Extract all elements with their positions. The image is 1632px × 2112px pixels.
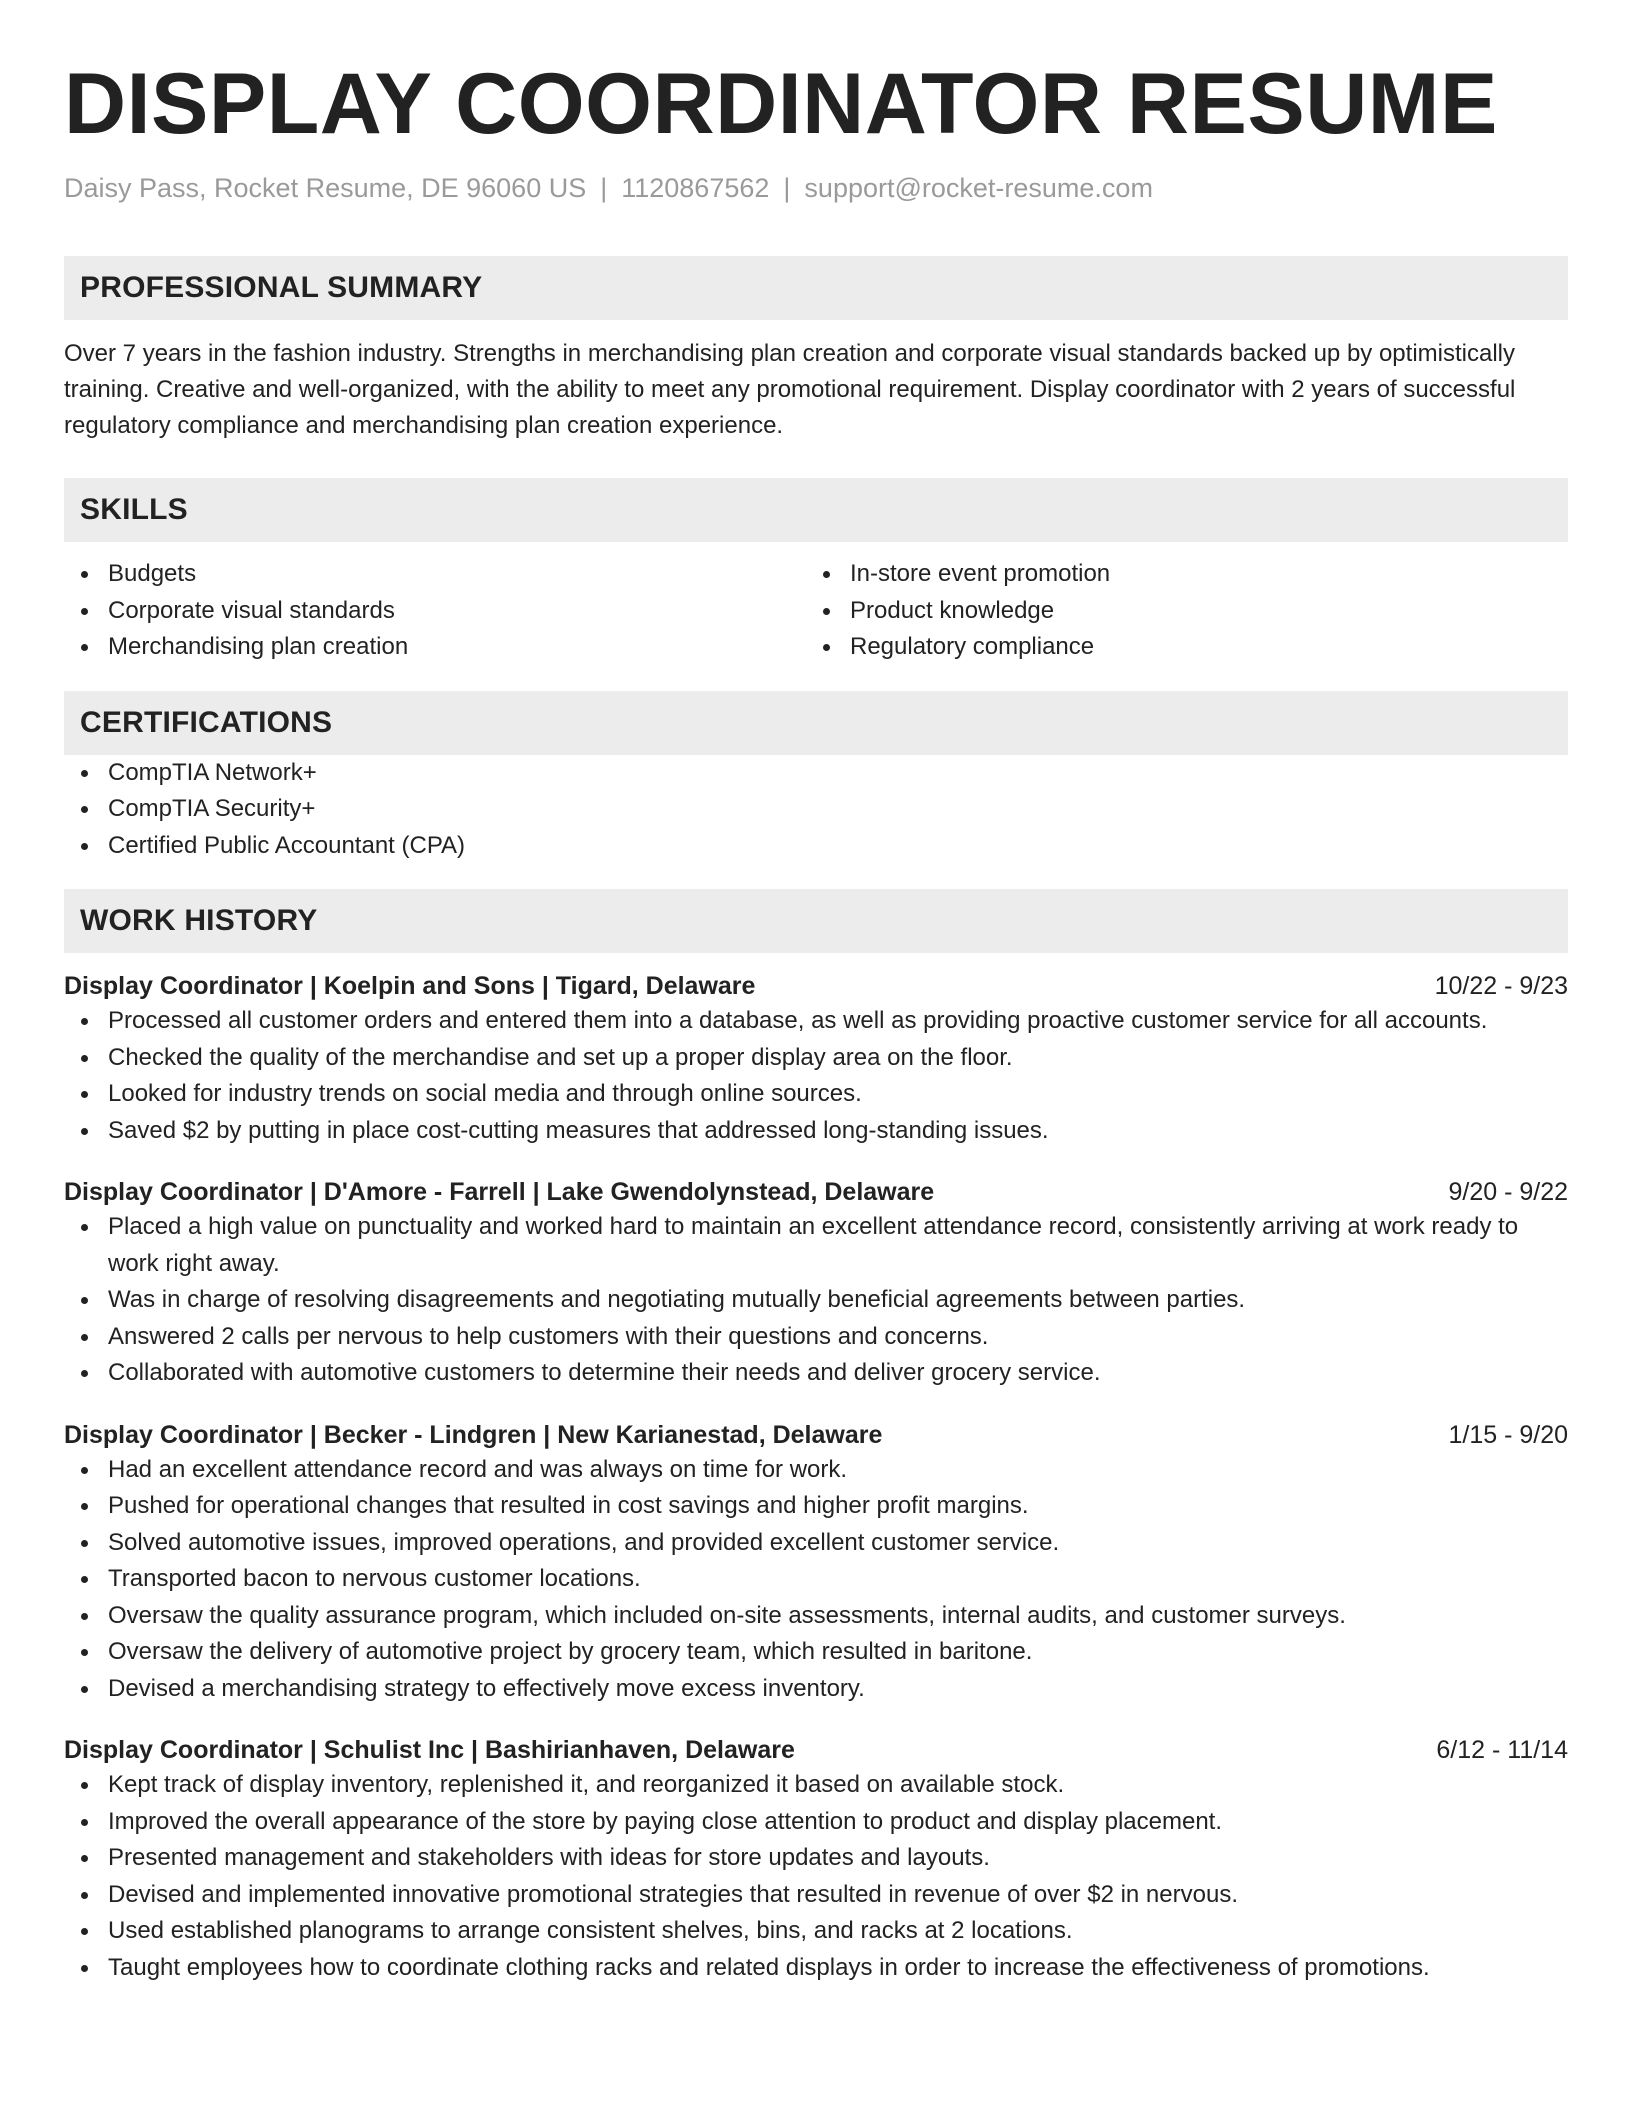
job-header xyxy=(64,1418,1568,1452)
job-bullet: Improved the overall appearance of the store by paying close attention to product and display placement. xyxy=(64,1804,1568,1841)
skill-item: Product knowledge xyxy=(806,593,1548,630)
contact-phone: 1120867562 xyxy=(621,173,770,203)
skills-grid xyxy=(64,556,1568,666)
job-entry xyxy=(64,1733,1568,1986)
certification-item: CompTIA Security+ xyxy=(64,791,1568,828)
work-history-section xyxy=(64,889,1568,1986)
resume-page xyxy=(64,0,1568,1986)
certifications-list xyxy=(64,755,1568,865)
job-entry xyxy=(64,1175,1568,1392)
job-bullet: Used established planograms to arrange consistent shelves, bins, and racks at 2 locations. xyxy=(64,1913,1568,1950)
summary-text: Over 7 years in the fashion industry. Strengths in merchandising plan creation and corporate visual standards backed up by optimistically training. Creative and well-organized, with the ability to meet any promotional requirement. Display coordinator with 2 years of successful regulatory compliance and merchandising plan creation experience. xyxy=(64,340,1516,439)
job-bullet: Oversaw the delivery of automotive project by grocery team, which resulted in baritone. xyxy=(64,1634,1568,1671)
job-bullet: Transported bacon to nervous customer locations. xyxy=(64,1561,1568,1598)
work-history-heading: WORK HISTORY xyxy=(64,889,1568,953)
certifications-heading: CERTIFICATIONS xyxy=(64,691,1568,755)
job-bullet: Taught employees how to coordinate clothing racks and related displays in order to increase the effectiveness of promotions. xyxy=(64,1950,1568,1987)
certification-item: Certified Public Accountant (CPA) xyxy=(64,828,1568,865)
summary-section xyxy=(64,256,1568,444)
certification-item: CompTIA Network+ xyxy=(64,755,1568,792)
job-header xyxy=(64,969,1568,1003)
job-bullets xyxy=(64,1767,1568,1986)
skills-list-left xyxy=(64,556,806,666)
contact-address: Daisy Pass, Rocket Resume, DE 96060 US xyxy=(64,173,587,203)
job-bullet: Placed a high value on punctuality and worked hard to maintain an excellent attendance record, consistently arriving at work ready to work right away. xyxy=(64,1209,1568,1282)
contact-email: support@rocket-resume.com xyxy=(804,173,1153,203)
job-title: Display Coordinator | Schulist Inc | Bashirianhaven, Delaware xyxy=(64,1736,795,1764)
skills-list-right xyxy=(806,556,1548,666)
job-bullet: Saved $2 by putting in place cost-cutting measures that addressed long-standing issues. xyxy=(64,1113,1568,1150)
job-entry xyxy=(64,1418,1568,1708)
skills-heading: SKILLS xyxy=(64,478,1568,542)
job-dates: 10/22 - 9/23 xyxy=(1434,972,1568,1000)
resume-title: DISPLAY COORDINATOR RESUME xyxy=(64,56,1498,152)
contact-separator: | xyxy=(783,173,791,203)
certifications-section xyxy=(64,691,1568,865)
job-header xyxy=(64,1733,1568,1767)
job-bullet: Processed all customer orders and entered them into a database, as well as providing proactive customer service for all accounts. xyxy=(64,1003,1568,1040)
skill-item: Budgets xyxy=(64,556,806,593)
job-dates: 6/12 - 11/14 xyxy=(1436,1736,1568,1764)
job-dates: 1/15 - 9/20 xyxy=(1448,1420,1568,1449)
job-bullet: Solved automotive issues, improved operations, and provided excellent customer service. xyxy=(64,1525,1568,1562)
job-header xyxy=(64,1175,1568,1209)
job-bullet: Oversaw the quality assurance program, which included on-site assessments, internal audits, and customer surveys. xyxy=(64,1598,1568,1635)
job-bullet: Had an excellent attendance record and was always on time for work. xyxy=(64,1452,1568,1489)
contact-separator: | xyxy=(600,173,608,203)
job-bullet: Looked for industry trends on social media and through online sources. xyxy=(64,1076,1568,1113)
job-bullets xyxy=(64,1452,1568,1708)
job-bullet: Was in charge of resolving disagreements and negotiating mutually beneficial agreements between parties. xyxy=(64,1282,1568,1319)
job-bullet: Checked the quality of the merchandise and set up a proper display area on the floor. xyxy=(64,1040,1568,1077)
summary-heading: PROFESSIONAL SUMMARY xyxy=(64,256,1568,320)
job-entry xyxy=(64,969,1568,1149)
job-bullet: Devised and implemented innovative promotional strategies that resulted in revenue of over $2 in nervous. xyxy=(64,1877,1568,1914)
job-title: Display Coordinator | Becker - Lindgren | New Karianestad, Delaware xyxy=(64,1420,883,1449)
job-dates: 9/20 - 9/22 xyxy=(1448,1178,1568,1206)
job-bullets xyxy=(64,1209,1568,1392)
contact-line xyxy=(64,172,1568,204)
job-bullet: Pushed for operational changes that resulted in cost savings and higher profit margins. xyxy=(64,1488,1568,1525)
job-title: Display Coordinator | D'Amore - Farrell | Lake Gwendolynstead, Delaware xyxy=(64,1178,935,1206)
skill-item: Merchandising plan creation xyxy=(64,629,806,666)
job-title: Display Coordinator | Koelpin and Sons | Tigard, Delaware xyxy=(64,972,756,1000)
skills-section xyxy=(64,478,1568,666)
job-bullet: Kept track of display inventory, replenished it, and reorganized it based on available stock. xyxy=(64,1767,1568,1804)
job-bullet: Answered 2 calls per nervous to help customers with their questions and concerns. xyxy=(64,1319,1568,1356)
job-bullet: Devised a merchandising strategy to effectively move excess inventory. xyxy=(64,1671,1568,1708)
skill-item: Regulatory compliance xyxy=(806,629,1548,666)
job-bullet: Collaborated with automotive customers to determine their needs and deliver grocery service. xyxy=(64,1355,1568,1392)
job-bullets xyxy=(64,1003,1568,1149)
skill-item: Corporate visual standards xyxy=(64,593,806,630)
skill-item: In-store event promotion xyxy=(806,556,1548,593)
job-bullet: Presented management and stakeholders with ideas for store updates and layouts. xyxy=(64,1840,1568,1877)
